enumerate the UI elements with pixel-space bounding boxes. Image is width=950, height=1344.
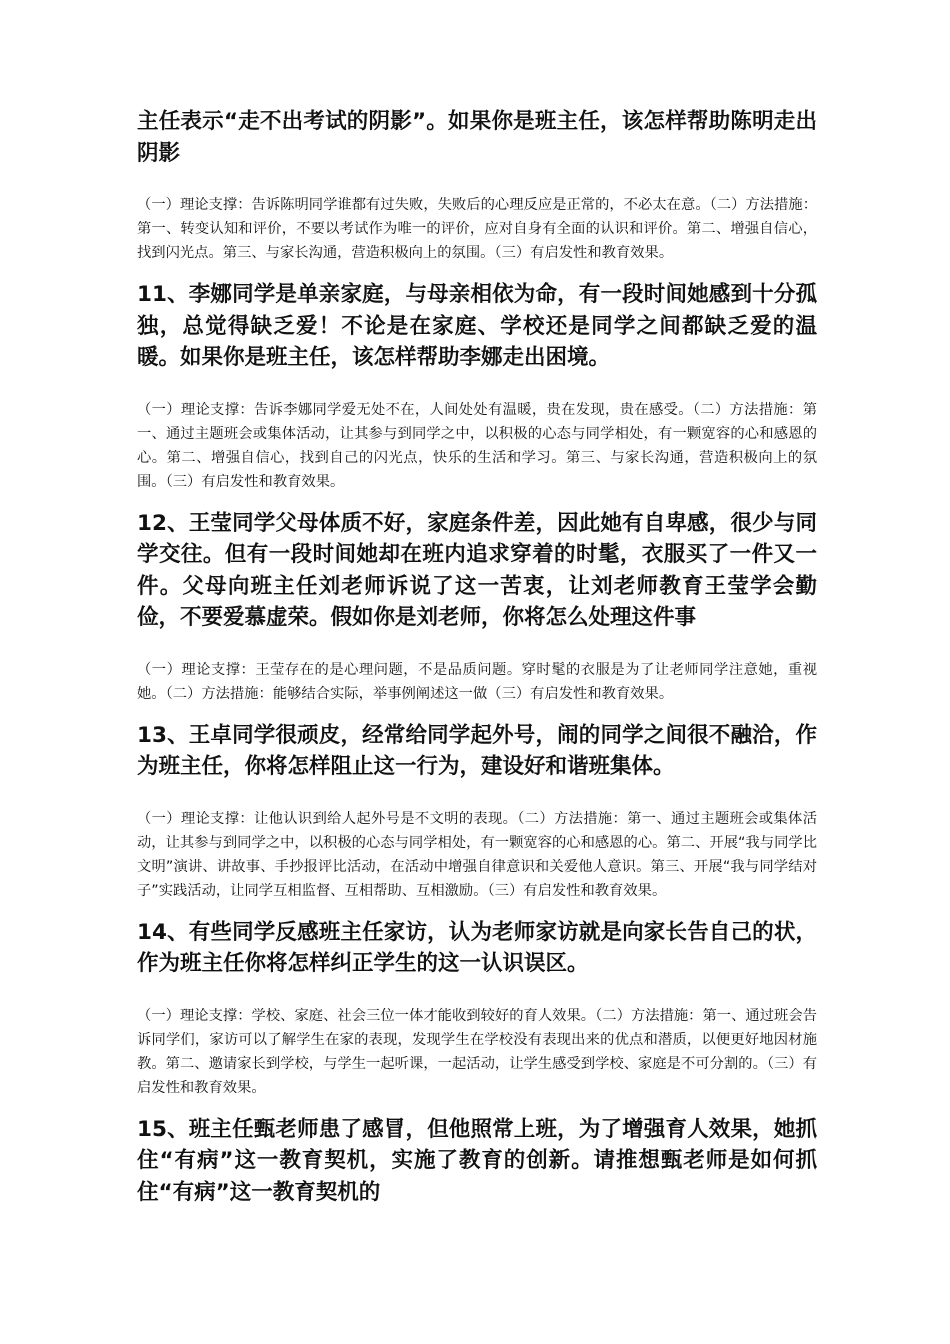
answer-12: （一）理论支撑：王莹存在的是心理问题，不是品质问题。穿时髦的衣服是为了让老师同学注意她，重视她。（二）方法措施：能够结合实际，举事例阐述这一做（三）有启发性和教育效果。 <box>137 661 817 702</box>
answer-13: （一）理论支撑：让他认识到给人起外号是不文明的表现。（二）方法措施：第一、通过主题班会或集体活动，让其参与到同学之中，以积极的心态与同学相处，有一颗宽容的心和感恩的心。第二、开展“我与同学比文明”演讲、讲故事、手抄报评比活动，在活动中增强自律意识和关爱他人意识。第三、开展“我与同学结对子”实践活动，让同学互相监督、互相帮助、互相激励。（三）有启发性和教育效果。 <box>137 810 817 899</box>
question-15: 15、班主任甄老师患了感冒，但他照常上班，为了增强育人效果，她抓住“有病”这一教育契机，实施了教育的创新。请推想甄老师是如何抓住“有病”这一教育契机的 <box>137 1116 817 1205</box>
answer-11: （一）理论支撑：告诉李娜同学爱无处不在，人间处处有温暖，贵在发现，贵在感受。（二）方法措施：第一、通过主题班会或集体活动，让其参与到同学之中，以积极的心态与同学相处，有一颗宽容的心和感恩的心。第二、增强自信心，找到自己的闪光点，快乐的生活和学习。第三、与家长沟通，营造积极向上的氛围。（三）有启发性和教育效果。 <box>137 401 817 490</box>
question-10-continued: 主任表示“走不出考试的阴影”。如果你是班主任，该怎样帮助陈明走出阴影 <box>137 109 817 166</box>
question-11: 11、李娜同学是单亲家庭，与母亲相依为命，有一段时间她感到十分孤独，总觉得缺乏爱！不论是在家庭、学校还是同学之间都缺乏爱的温暖。如果你是班主任，该怎样帮助李娜走出困境。 <box>137 282 817 370</box>
question-13: 13、王卓同学很顽皮，经常给同学起外号，闹的同学之间很不融洽，作为班主任，你将怎样阻止这一行为，建设好和谐班集体。 <box>137 722 817 779</box>
question-12: 12、王莹同学父母体质不好，家庭条件差，因此她有自卑感，很少与同学交往。但有一段时间她却在班内追求穿着的时髦，衣服买了一件又一件。父母向班主任刘老师诉说了这一苦衷，让刘老师教育王莹学会勤俭，不要爱慕虚荣。假如你是刘老师，你将怎么处理这件事 <box>137 510 817 630</box>
answer-14: （一）理论支撑：学校、家庭、社会三位一体才能收到较好的育人效果。（二）方法措施：第一、通过班会告诉同学们，家访可以了解学生在家的表现，发现学生在学校没有表现出来的优点和潜质，以便更好地因材施教。第二、邀请家长到学校，与学生一起听课，一起活动，让学生感受到学校、家庭是不可分割的。（三）有启发性和教育效果。 <box>137 1007 817 1096</box>
question-14: 14、有些同学反感班主任家访，认为老师家访就是向家长告自己的状，作为班主任你将怎样纠正学生的这一认识误区。 <box>137 919 817 976</box>
answer-10: （一）理论支撑：告诉陈明同学谁都有过失败，失败后的心理反应是正常的，不必太在意。（二）方法措施：第一、转变认知和评价，不要以考试作为唯一的评价，应对自身有全面的认识和评价。第二、增强自信心，找到闪光点。第三、与家长沟通，营造积极向上的氛围。（三）有启发性和教育效果。 <box>137 197 817 261</box>
document-page <box>137 106 817 1208</box>
